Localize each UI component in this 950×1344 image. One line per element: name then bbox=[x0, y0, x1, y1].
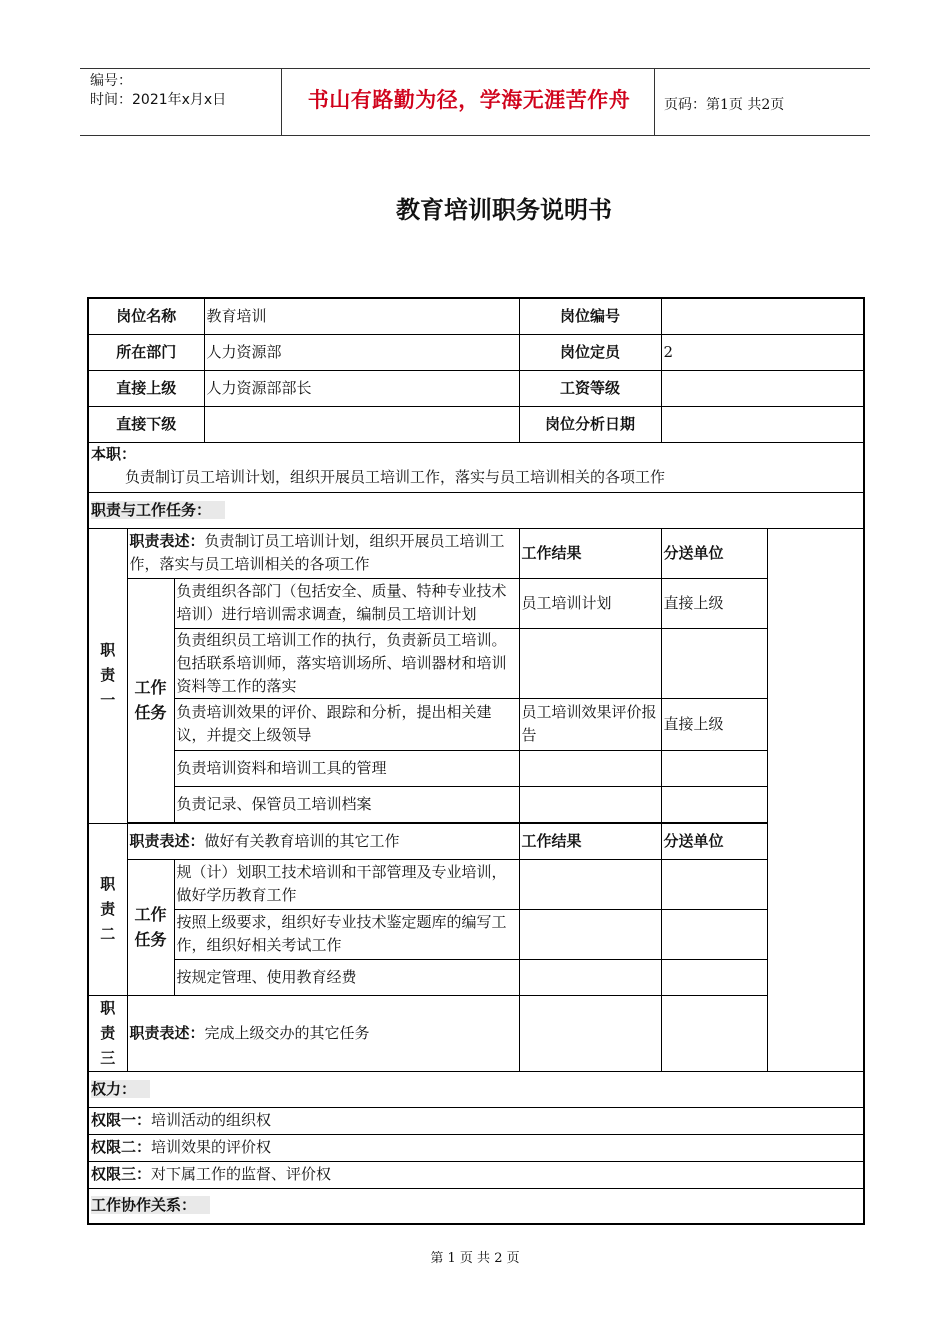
resp3-row bbox=[88, 995, 864, 1071]
resp2-result-header: 工作结果 bbox=[519, 823, 661, 859]
resp2-task-dest bbox=[661, 859, 767, 909]
row-department bbox=[88, 334, 864, 370]
resp2-desc-label: 职责表述： bbox=[129, 831, 205, 850]
resp2-dest-header: 分送单位 bbox=[661, 823, 767, 859]
resp1-task-row bbox=[88, 750, 864, 786]
resp3-desc-cell bbox=[127, 995, 519, 1071]
resp1-task-dest: 直接上级 bbox=[661, 698, 767, 750]
resp1-task-result bbox=[519, 750, 661, 786]
resp1-task-result: 员工培训计划 bbox=[519, 578, 661, 628]
resp2-desc-text: 做好有关教育培训的其它工作 bbox=[204, 831, 400, 850]
resp1-task-dest: 直接上级 bbox=[661, 578, 767, 628]
resp2-task-result bbox=[519, 859, 661, 909]
header-bottom-rule bbox=[80, 135, 870, 136]
row-power-item bbox=[88, 1107, 864, 1134]
post-name-label: 岗位名称 bbox=[88, 298, 204, 334]
resp2-task-label bbox=[127, 859, 174, 995]
document-title: 教育培训职务说明书 bbox=[396, 196, 612, 224]
power-item-text: 培训效果的评价权 bbox=[151, 1138, 272, 1156]
subordinate-value bbox=[204, 406, 519, 442]
resp1-task-row bbox=[88, 698, 864, 750]
resp2-task-dest bbox=[661, 909, 767, 959]
resp1-task-text: 负责组织员工培训工作的执行，负责新员工培训。包括联系培训师，落实培训场所、培训器材和培训资料等工作的落实 bbox=[174, 628, 519, 698]
resp2-task-label-text: 工作任务 bbox=[134, 905, 167, 949]
header-motto: 书山有路勤为径，学海无涯苦作舟 bbox=[307, 88, 631, 112]
resp1-result-header: 工作结果 bbox=[519, 528, 661, 578]
resp2-name bbox=[88, 823, 127, 995]
header-meta bbox=[90, 72, 226, 110]
resp1-task-text: 负责培训资料和培训工具的管理 bbox=[174, 750, 519, 786]
power-item-cell bbox=[88, 1107, 864, 1134]
row-post-name bbox=[88, 298, 864, 334]
resp2-desc-row bbox=[88, 823, 864, 859]
superior-label: 直接上级 bbox=[88, 370, 204, 406]
resp2-task-text: 按照上级要求，组织好专业技术鉴定题库的编写工作，组织好相关考试工作 bbox=[174, 909, 519, 959]
resp3-desc-text: 完成上级交办的其它任务 bbox=[204, 1023, 370, 1042]
row-responsibilities-heading bbox=[88, 492, 864, 528]
resp3-name-text: 职责三 bbox=[100, 998, 116, 1067]
duty-text: 负责制订员工培训计划，组织开展员工培训工作，落实与员工培训相关的各项工作 bbox=[125, 467, 666, 486]
quota-label: 岗位定员 bbox=[519, 334, 661, 370]
resp1-task-result bbox=[519, 628, 661, 698]
resp2-task-text: 规（计）划职工技术培训和干部管理及专业培训，做好学历教育工作 bbox=[174, 859, 519, 909]
row-duty bbox=[88, 442, 864, 492]
grade-value bbox=[661, 370, 864, 406]
header-page-number: 页码：第1页 共2页 bbox=[664, 97, 785, 113]
resp1-desc-label: 职责表述： bbox=[129, 532, 205, 550]
grade-label: 工资等级 bbox=[519, 370, 661, 406]
resp1-task-row bbox=[88, 628, 864, 698]
row-superior bbox=[88, 370, 864, 406]
resp2-task-row bbox=[88, 909, 864, 959]
quota-value: 2 bbox=[661, 334, 864, 370]
resp1-task-row bbox=[88, 578, 864, 628]
resp2-name-text: 职责二 bbox=[100, 874, 116, 943]
resp1-task-text: 负责组织各部门（包括安全、质量、特种专业技术培训）进行培训需求调查，编制员工培训计划 bbox=[174, 578, 519, 628]
power-label: 权力： bbox=[91, 1080, 150, 1098]
resp2-task-dest bbox=[661, 959, 767, 995]
power-item-text: 对下属工作的监督、评价权 bbox=[151, 1165, 332, 1183]
header-divider-right bbox=[654, 68, 655, 135]
analysis-date-label: 岗位分析日期 bbox=[519, 406, 661, 442]
resp1-desc-text: 负责制订员工培训计划，组织开展员工培训工作，落实与员工培训相关的各项工作 bbox=[129, 532, 505, 573]
resp2-task-text: 按规定管理、使用教育经费 bbox=[174, 959, 519, 995]
resp1-name bbox=[88, 528, 127, 823]
cooperation-heading-cell bbox=[88, 1188, 864, 1224]
page-footer: 第 1 页 共 2 页 bbox=[430, 1251, 520, 1266]
row-power-item bbox=[88, 1134, 864, 1161]
subordinate-label: 直接下级 bbox=[88, 406, 204, 442]
document-number-label: 编号： bbox=[90, 73, 132, 89]
resp1-task-dest bbox=[661, 786, 767, 822]
dept-value: 人力资源部 bbox=[204, 334, 519, 370]
resp1-dest-header: 分送单位 bbox=[661, 528, 767, 578]
resp1-task-row bbox=[88, 786, 864, 822]
superior-value: 人力资源部部长 bbox=[204, 370, 519, 406]
post-no-label: 岗位编号 bbox=[519, 298, 661, 334]
row-power-item bbox=[88, 1161, 864, 1188]
row-cooperation-heading bbox=[88, 1188, 864, 1224]
power-item-label: 权限一： bbox=[91, 1111, 152, 1129]
post-name-value: 教育培训 bbox=[204, 298, 519, 334]
resp3-name bbox=[88, 995, 127, 1071]
resp3-desc-label: 职责表述： bbox=[129, 1023, 205, 1042]
resp1-task-text: 负责记录、保管员工培训档案 bbox=[174, 786, 519, 822]
resp1-task-label bbox=[127, 578, 174, 822]
header-divider-left bbox=[281, 68, 282, 135]
power-heading-cell bbox=[88, 1071, 864, 1107]
responsibilities-heading-cell bbox=[88, 492, 864, 528]
cooperation-label: 工作协作关系： bbox=[91, 1196, 210, 1214]
resp2-desc-cell bbox=[127, 823, 519, 859]
power-item-label: 权限三： bbox=[91, 1165, 152, 1183]
resp1-task-result: 员工培训效果评价报告 bbox=[519, 698, 661, 750]
resp2-task-row bbox=[88, 959, 864, 995]
duty-label: 本职： bbox=[91, 444, 137, 463]
row-power-heading bbox=[88, 1071, 864, 1107]
resp1-task-result bbox=[519, 786, 661, 822]
power-item-text: 培训活动的组织权 bbox=[151, 1111, 272, 1129]
resp1-desc-cell bbox=[127, 528, 519, 578]
power-item-cell bbox=[88, 1161, 864, 1188]
dept-label: 所在部门 bbox=[88, 334, 204, 370]
power-item-cell bbox=[88, 1134, 864, 1161]
resp1-name-text: 职责一 bbox=[100, 641, 116, 709]
power-item-label: 权限二： bbox=[91, 1138, 152, 1156]
resp1-task-text: 负责培训效果的评价、跟踪和分析，提出相关建议，并提交上级领导 bbox=[174, 698, 519, 750]
resp1-desc-row bbox=[88, 528, 864, 578]
resp2-task-row bbox=[88, 859, 864, 909]
resp1-task-dest bbox=[661, 750, 767, 786]
post-no-value bbox=[661, 298, 864, 334]
analysis-date-value bbox=[661, 406, 864, 442]
responsibilities-label: 职责与工作任务： bbox=[91, 501, 225, 519]
resp1-task-label-text: 工作任务 bbox=[134, 678, 167, 722]
document-time: 时间：2021年x月x日 bbox=[90, 92, 227, 108]
resp2-task-result bbox=[519, 959, 661, 995]
job-description-table bbox=[87, 297, 865, 1225]
resp1-task-dest bbox=[661, 628, 767, 698]
header-top-rule bbox=[80, 68, 870, 69]
resp2-task-result bbox=[519, 909, 661, 959]
resp3-result bbox=[519, 995, 661, 1071]
duty-cell bbox=[88, 442, 864, 492]
row-subordinate bbox=[88, 406, 864, 442]
resp3-dest bbox=[661, 995, 767, 1071]
